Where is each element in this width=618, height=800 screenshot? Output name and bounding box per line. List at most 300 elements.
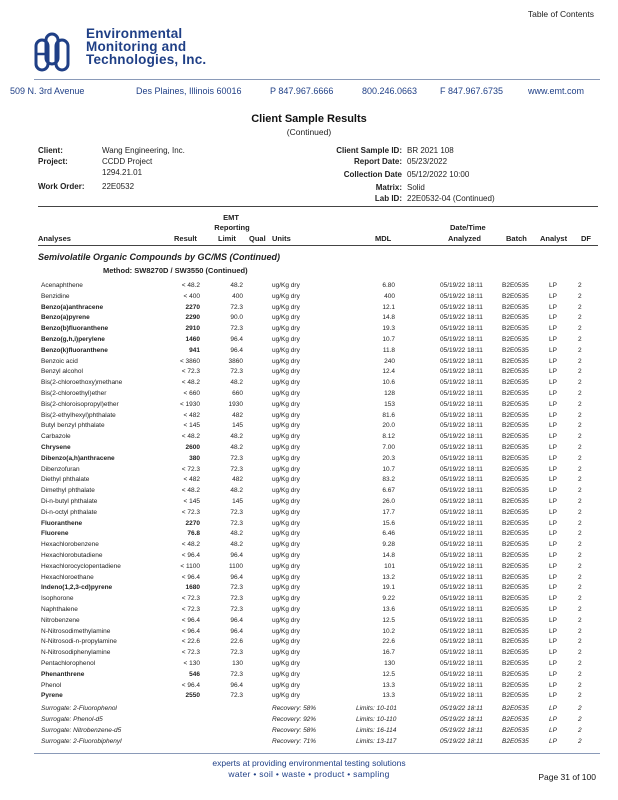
analyzed-date: 05/19/22 18:11 [440,465,483,473]
dilution-factor: 2 [578,638,582,646]
result-value: < 130 [183,660,200,667]
batch-id: B2E0535 [502,649,529,657]
analyte-name: Fluoranthene [41,519,83,527]
matrix-value: Solid [407,183,425,192]
analyte-name: Benzyl alcohol [41,368,83,376]
analyzed-date: 05/19/22 18:11 [440,573,483,581]
batch-id: B2E0535 [502,638,529,646]
emt-logo-icon [34,30,78,74]
units: ug/Kg dry [272,660,300,667]
reporting-limit: 72.3 [230,595,243,603]
analyte-name: Bis(2-chloroethyl)ether [41,390,107,397]
analyzed-date: 05/19/22 18:11 [440,638,483,646]
analyte-name: Phenol [41,681,62,689]
matrix-label: Matrix: [375,183,402,192]
batch-id: B2E0535 [502,379,529,387]
analyst: LP [549,476,557,484]
table-row [0,454,618,465]
result-value: < 482 [183,411,200,419]
dilution-factor: 2 [578,530,582,538]
analyst: LP [549,627,557,635]
analyzed-date: 05/19/22 18:11 [440,357,483,365]
analyte-name: Hexachloroethane [41,573,94,581]
result-value: < 48.2 [181,433,200,441]
dilution-factor: 2 [578,541,582,549]
surrogate-row [0,715,618,726]
table-row [0,583,618,594]
info-divider [38,206,598,207]
dilution-factor: 2 [578,336,582,343]
analyst: LP [549,411,557,419]
batch-id: B2E0535 [502,670,529,678]
page-number: Page 31 of 100 [538,772,596,782]
table-row [0,637,618,648]
analyst: LP [549,660,557,667]
analyte-name: Bis(2-ethylhexyl)phthalate [41,411,116,419]
page-title: Client Sample Results [251,113,367,125]
analyst: LP [549,346,557,354]
result-value: 76.8 [187,530,200,538]
surrogate-row [0,704,618,715]
workorder-value: 22E0532 [102,182,135,191]
result-value: 941 [189,346,200,354]
analyst: LP [549,670,557,678]
street-address: 509 N. 3rd Avenue [10,86,85,96]
batch-id: B2E0535 [502,390,529,397]
table-of-contents-link[interactable]: Table of Contents [527,9,594,19]
result-value: < 96.4 [181,573,200,581]
reporting-limit: 22.6 [230,638,243,646]
col-df: DF [581,234,591,243]
dilution-factor: 2 [578,692,582,700]
analyzed-date: 05/19/22 18:11 [440,487,483,495]
analyzed-date: 05/19/22 18:11 [440,422,483,430]
project-number: 1294.21.01 [102,168,143,177]
analyte-name: N-Nitrosodiphenylamine [41,649,111,657]
result-value: < 96.4 [181,681,200,689]
mdl-value: 6.46 [382,530,395,538]
units: ug/Kg dry [272,314,300,322]
analyzed-date: 05/19/22 18:11 [440,400,483,408]
dilution-factor: 2 [578,454,582,462]
batch-id: B2E0535 [502,737,529,745]
analyte-name: Phenanthrene [41,670,85,678]
analyzed-date: 05/19/22 18:11 [440,530,483,538]
analyzed-date: 05/19/22 18:11 [440,552,483,559]
batch-id: B2E0535 [502,357,529,365]
analyst: LP [549,465,557,473]
analyst: LP [549,541,557,549]
reporting-limit: 482 [232,476,243,484]
header-divider [34,79,600,80]
analyzed-date: 05/19/22 18:11 [440,705,483,713]
phone-number: P 847.967.6666 [270,86,334,96]
reporting-limit: 96.4 [230,616,243,624]
result-value: < 22.6 [181,638,200,646]
table-row [0,313,618,324]
table-row [0,411,618,422]
analyte-name: Hexachlorocyclopentadiene [41,562,121,570]
analyst: LP [549,282,557,289]
analyst: LP [549,379,557,387]
batch-id: B2E0535 [502,325,529,333]
mdl-value: 6.67 [382,487,395,495]
col-analyst: Analyst [540,234,568,243]
result-value: < 1930 [179,400,200,408]
table-row [0,508,618,519]
mdl-value: 14.8 [382,314,395,322]
result-value: < 96.4 [181,552,200,559]
mdl-value: 11.8 [382,346,395,354]
tollfree-number: 800.246.0663 [362,86,418,96]
analyzed-date: 05/19/22 18:11 [440,606,483,613]
reporting-limit: 72.3 [230,325,243,333]
reporting-limit: 96.4 [230,336,243,343]
batch-id: B2E0535 [502,595,529,603]
dilution-factor: 2 [578,303,582,311]
result-value: < 72.3 [181,595,200,603]
units: ug/Kg dry [272,292,300,300]
reporting-limit: 72.3 [230,368,243,376]
analyst: LP [549,726,557,734]
dilution-factor: 2 [578,616,582,624]
website-link[interactable]: www.emt.com [528,86,585,96]
batch-id: B2E0535 [502,400,529,408]
footer-services: water • soil • waste • product • sampling [228,769,390,779]
units: ug/Kg dry [272,595,300,603]
col-result: Result [174,234,197,243]
mdl-value: 81.6 [382,411,395,419]
reporting-limit: 72.3 [230,584,243,592]
units: ug/Kg dry [272,573,300,581]
analyzed-date: 05/19/22 18:11 [440,314,483,322]
dilution-factor: 2 [578,649,582,657]
address-bar [0,86,618,98]
footer-tagline: experts at providing environmental testing solutions [212,758,406,768]
analyte-name: Benzo(b)fluoranthene [41,325,109,333]
header-rule [38,245,598,246]
lab-id-label: Lab ID: [374,194,402,203]
units: ug/Kg dry [272,465,300,473]
batch-id: B2E0535 [502,292,529,300]
reporting-limit: 1930 [228,400,243,408]
table-row [0,486,618,497]
reporting-limit: 72.3 [230,692,243,700]
analyte-name: Naphthalene [41,606,78,613]
table-row [0,292,618,303]
reporting-limit: 96.4 [230,681,243,689]
units: ug/Kg dry [272,649,300,657]
result-value: 2270 [185,303,200,311]
batch-id: B2E0535 [502,508,529,516]
analyst: LP [549,519,557,527]
batch-id: B2E0535 [502,705,529,713]
result-value: 2270 [185,519,200,527]
table-row [0,335,618,346]
mdl-value: 20.3 [382,454,395,462]
dilution-factor: 2 [578,737,582,745]
mdl-value: 101 [384,562,395,570]
result-value: < 3860 [179,357,200,365]
analyte-name: Dibenzo(a,h)anthracene [41,454,115,462]
analyzed-date: 05/19/22 18:11 [440,508,483,516]
batch-id: B2E0535 [502,552,529,559]
company-name: Environmental Monitoring and Technologies, Inc. [86,26,207,67]
analyzed-date: 05/19/22 18:11 [440,716,483,723]
dilution-factor: 2 [578,368,582,376]
reporting-limit: 145 [232,422,243,430]
batch-id: B2E0535 [502,368,529,376]
analyte-name: Nitrobenzene [41,616,80,624]
units: ug/Kg dry [272,390,300,397]
analyst: LP [549,584,557,592]
analyst: LP [549,487,557,495]
analyst: LP [549,737,557,745]
analyst: LP [549,498,557,505]
reporting-limit: 482 [232,411,243,419]
units: ug/Kg dry [272,606,300,613]
batch-id: B2E0535 [502,692,529,700]
table-row [0,303,618,314]
table-row [0,681,618,692]
reporting-limit: 96.4 [230,552,243,559]
analyte-name: Benzo(k)fluoranthene [41,346,108,354]
dilution-factor: 2 [578,411,582,419]
analyst: LP [549,530,557,538]
analyst: LP [549,422,557,430]
analyzed-date: 05/19/22 18:11 [440,726,483,734]
units: ug/Kg dry [272,433,300,441]
result-value: 546 [189,670,200,678]
table-row [0,594,618,605]
mdl-value: 12.5 [382,670,395,678]
batch-id: B2E0535 [502,476,529,484]
result-value: < 400 [183,292,200,300]
mdl-value: 130 [384,660,395,667]
units: ug/Kg dry [272,325,300,333]
table-row [0,357,618,368]
units: ug/Kg dry [272,368,300,376]
mdl-value: 10.7 [382,465,395,473]
reporting-limit: 72.3 [230,508,243,516]
reporting-limit: 90.0 [230,314,243,322]
units: ug/Kg dry [272,692,300,700]
mdl-value: 12.4 [382,368,395,376]
analyte-name: N-Nitrosodi-n-propylamine [41,638,117,646]
mdl-value: 15.6 [382,519,395,527]
batch-id: B2E0535 [502,465,529,473]
dilution-factor: 2 [578,670,582,678]
analyzed-date: 05/19/22 18:11 [440,692,483,700]
result-value: < 48.2 [181,541,200,549]
analyzed-date: 05/19/22 18:11 [440,454,483,462]
dilution-factor: 2 [578,433,582,441]
dilution-factor: 2 [578,726,582,734]
analyzed-date: 05/19/22 18:11 [440,346,483,354]
units: ug/Kg dry [272,336,300,343]
mdl-value: 10.2 [382,627,395,635]
analyst: LP [549,638,557,646]
reporting-limit: 72.3 [230,606,243,613]
analyzed-date: 05/19/22 18:11 [440,336,483,343]
reporting-limit: 48.2 [230,541,243,549]
analyzed-date: 05/19/22 18:11 [440,433,483,441]
method-label: Method: SW8270D / SW3550 (Continued) [103,266,248,275]
units: ug/Kg dry [272,444,300,451]
table-row [0,540,618,551]
mdl-value: 13.2 [382,573,395,581]
reporting-limit: 48.2 [230,530,243,538]
col-datetime: Date/Time [450,223,486,232]
table-row [0,562,618,573]
col-analyses: Analyses [38,234,71,243]
lab-id-value: 22E0532-04 (Continued) [407,194,495,203]
table-row [0,432,618,443]
analyst: LP [549,705,557,713]
batch-id: B2E0535 [502,303,529,311]
analyst: LP [549,325,557,333]
analyst: LP [549,433,557,441]
analyte-name: Butyl benzyl phthalate [41,422,105,430]
result-value: 2910 [185,325,200,333]
batch-id: B2E0535 [502,519,529,527]
analyte-name: Benzo(a)pyrene [41,314,90,322]
batch-id: B2E0535 [502,726,529,734]
project-label: Project: [38,157,68,166]
batch-id: B2E0535 [502,336,529,343]
collection-date-label: Collection Date [343,170,402,179]
project-value: CCDD Project [102,157,153,166]
table-row [0,691,618,702]
analyst: LP [549,616,557,624]
surrogate-name: Surrogate: Phenol-d5 [41,716,103,723]
batch-id: B2E0535 [502,627,529,635]
result-value: < 72.3 [181,649,200,657]
result-value: 1680 [185,584,200,592]
units: ug/Kg dry [272,562,300,570]
dilution-factor: 2 [578,325,582,333]
city-address: Des Plaines, Illinois 60016 [136,86,242,96]
units: ug/Kg dry [272,552,300,559]
mdl-value: 13.6 [382,606,395,613]
units: ug/Kg dry [272,411,300,419]
reporting-limit: 48.2 [230,282,243,289]
workorder-label: Work Order: [38,182,85,191]
analyte-name: Hexachlorobenzene [41,541,99,549]
analyst: LP [549,716,557,723]
dilution-factor: 2 [578,292,582,300]
result-value: < 145 [183,498,200,505]
units: ug/Kg dry [272,422,300,430]
analyzed-date: 05/19/22 18:11 [440,476,483,484]
batch-id: B2E0535 [502,573,529,581]
reporting-limit: 96.4 [230,346,243,354]
dilution-factor: 2 [578,379,582,387]
surrogate-limits: Limits: 13-117 [356,737,397,745]
analyte-name: Dimethyl phthalate [41,487,95,495]
result-value: < 1100 [180,562,200,570]
analyte-name: Chrysene [41,444,71,451]
analyte-name: Dibenzofuran [41,465,80,473]
table-row [0,281,618,292]
dilution-factor: 2 [578,282,582,289]
mdl-value: 10.7 [382,336,395,343]
dilution-factor: 2 [578,705,582,713]
surrogate-name: Surrogate: 2-Fluorobiphenyl [41,737,122,745]
analyzed-date: 05/19/22 18:11 [440,444,483,451]
units: ug/Kg dry [272,400,300,408]
dilution-factor: 2 [578,716,582,723]
surrogate-name: Surrogate: Nitrobenzene-d5 [41,726,122,734]
analyte-name: Diethyl phthalate [41,476,90,484]
table-row [0,475,618,486]
units: ug/Kg dry [272,670,300,678]
dilution-factor: 2 [578,487,582,495]
mdl-value: 13.3 [382,681,395,689]
analyte-name: Fluorene [41,530,69,538]
units: ug/Kg dry [272,541,300,549]
analyst: LP [549,292,557,300]
reporting-limit: 48.2 [230,379,243,387]
result-value: < 72.3 [181,368,200,376]
dilution-factor: 2 [578,422,582,430]
reporting-limit: 72.3 [230,649,243,657]
result-value: < 96.4 [181,616,200,624]
result-value: < 660 [183,390,200,397]
analyst: LP [549,390,557,397]
batch-id: B2E0535 [502,454,529,462]
analyzed-date: 05/19/22 18:11 [440,660,483,667]
table-row [0,367,618,378]
fax-number: F 847.967.6735 [440,86,504,96]
result-value: 1460 [185,336,200,343]
analyte-name: Benzidine [41,292,70,300]
table-row [0,443,618,454]
mdl-value: 19.3 [382,325,395,333]
analyzed-date: 05/19/22 18:11 [440,282,483,289]
batch-id: B2E0535 [502,444,529,451]
table-row [0,605,618,616]
table-row [0,616,618,627]
reporting-limit: 72.3 [230,454,243,462]
dilution-factor: 2 [578,476,582,484]
dilution-factor: 2 [578,444,582,451]
analyst: LP [549,562,557,570]
surrogate-limits: Limits: 16-114 [356,726,397,734]
units: ug/Kg dry [272,498,300,505]
analyte-name: Pyrene [41,692,63,700]
report-date-label: Report Date: [353,157,402,166]
table-row [0,346,618,357]
analyst: LP [549,649,557,657]
analyte-name: Bis(2-chloroethoxy)methane [41,379,123,387]
analyzed-date: 05/19/22 18:11 [440,390,483,397]
reporting-limit: 1100 [229,562,243,570]
analyzed-date: 05/19/22 18:11 [440,627,483,635]
analyzed-date: 05/19/22 18:11 [440,498,483,505]
result-value: < 48.2 [181,379,200,387]
col-analyzed: Analyzed [448,234,481,243]
reporting-limit: 48.2 [230,433,243,441]
mdl-value: 26.0 [382,498,395,505]
surrogate-recovery: Recovery: 58% [272,705,317,713]
analyte-name: Isophorone [41,595,74,603]
analyst: LP [549,357,557,365]
analyzed-date: 05/19/22 18:11 [440,519,483,527]
collection-date-value: 05/12/2022 10:00 [407,170,470,179]
batch-id: B2E0535 [502,562,529,570]
table-row [0,389,618,400]
